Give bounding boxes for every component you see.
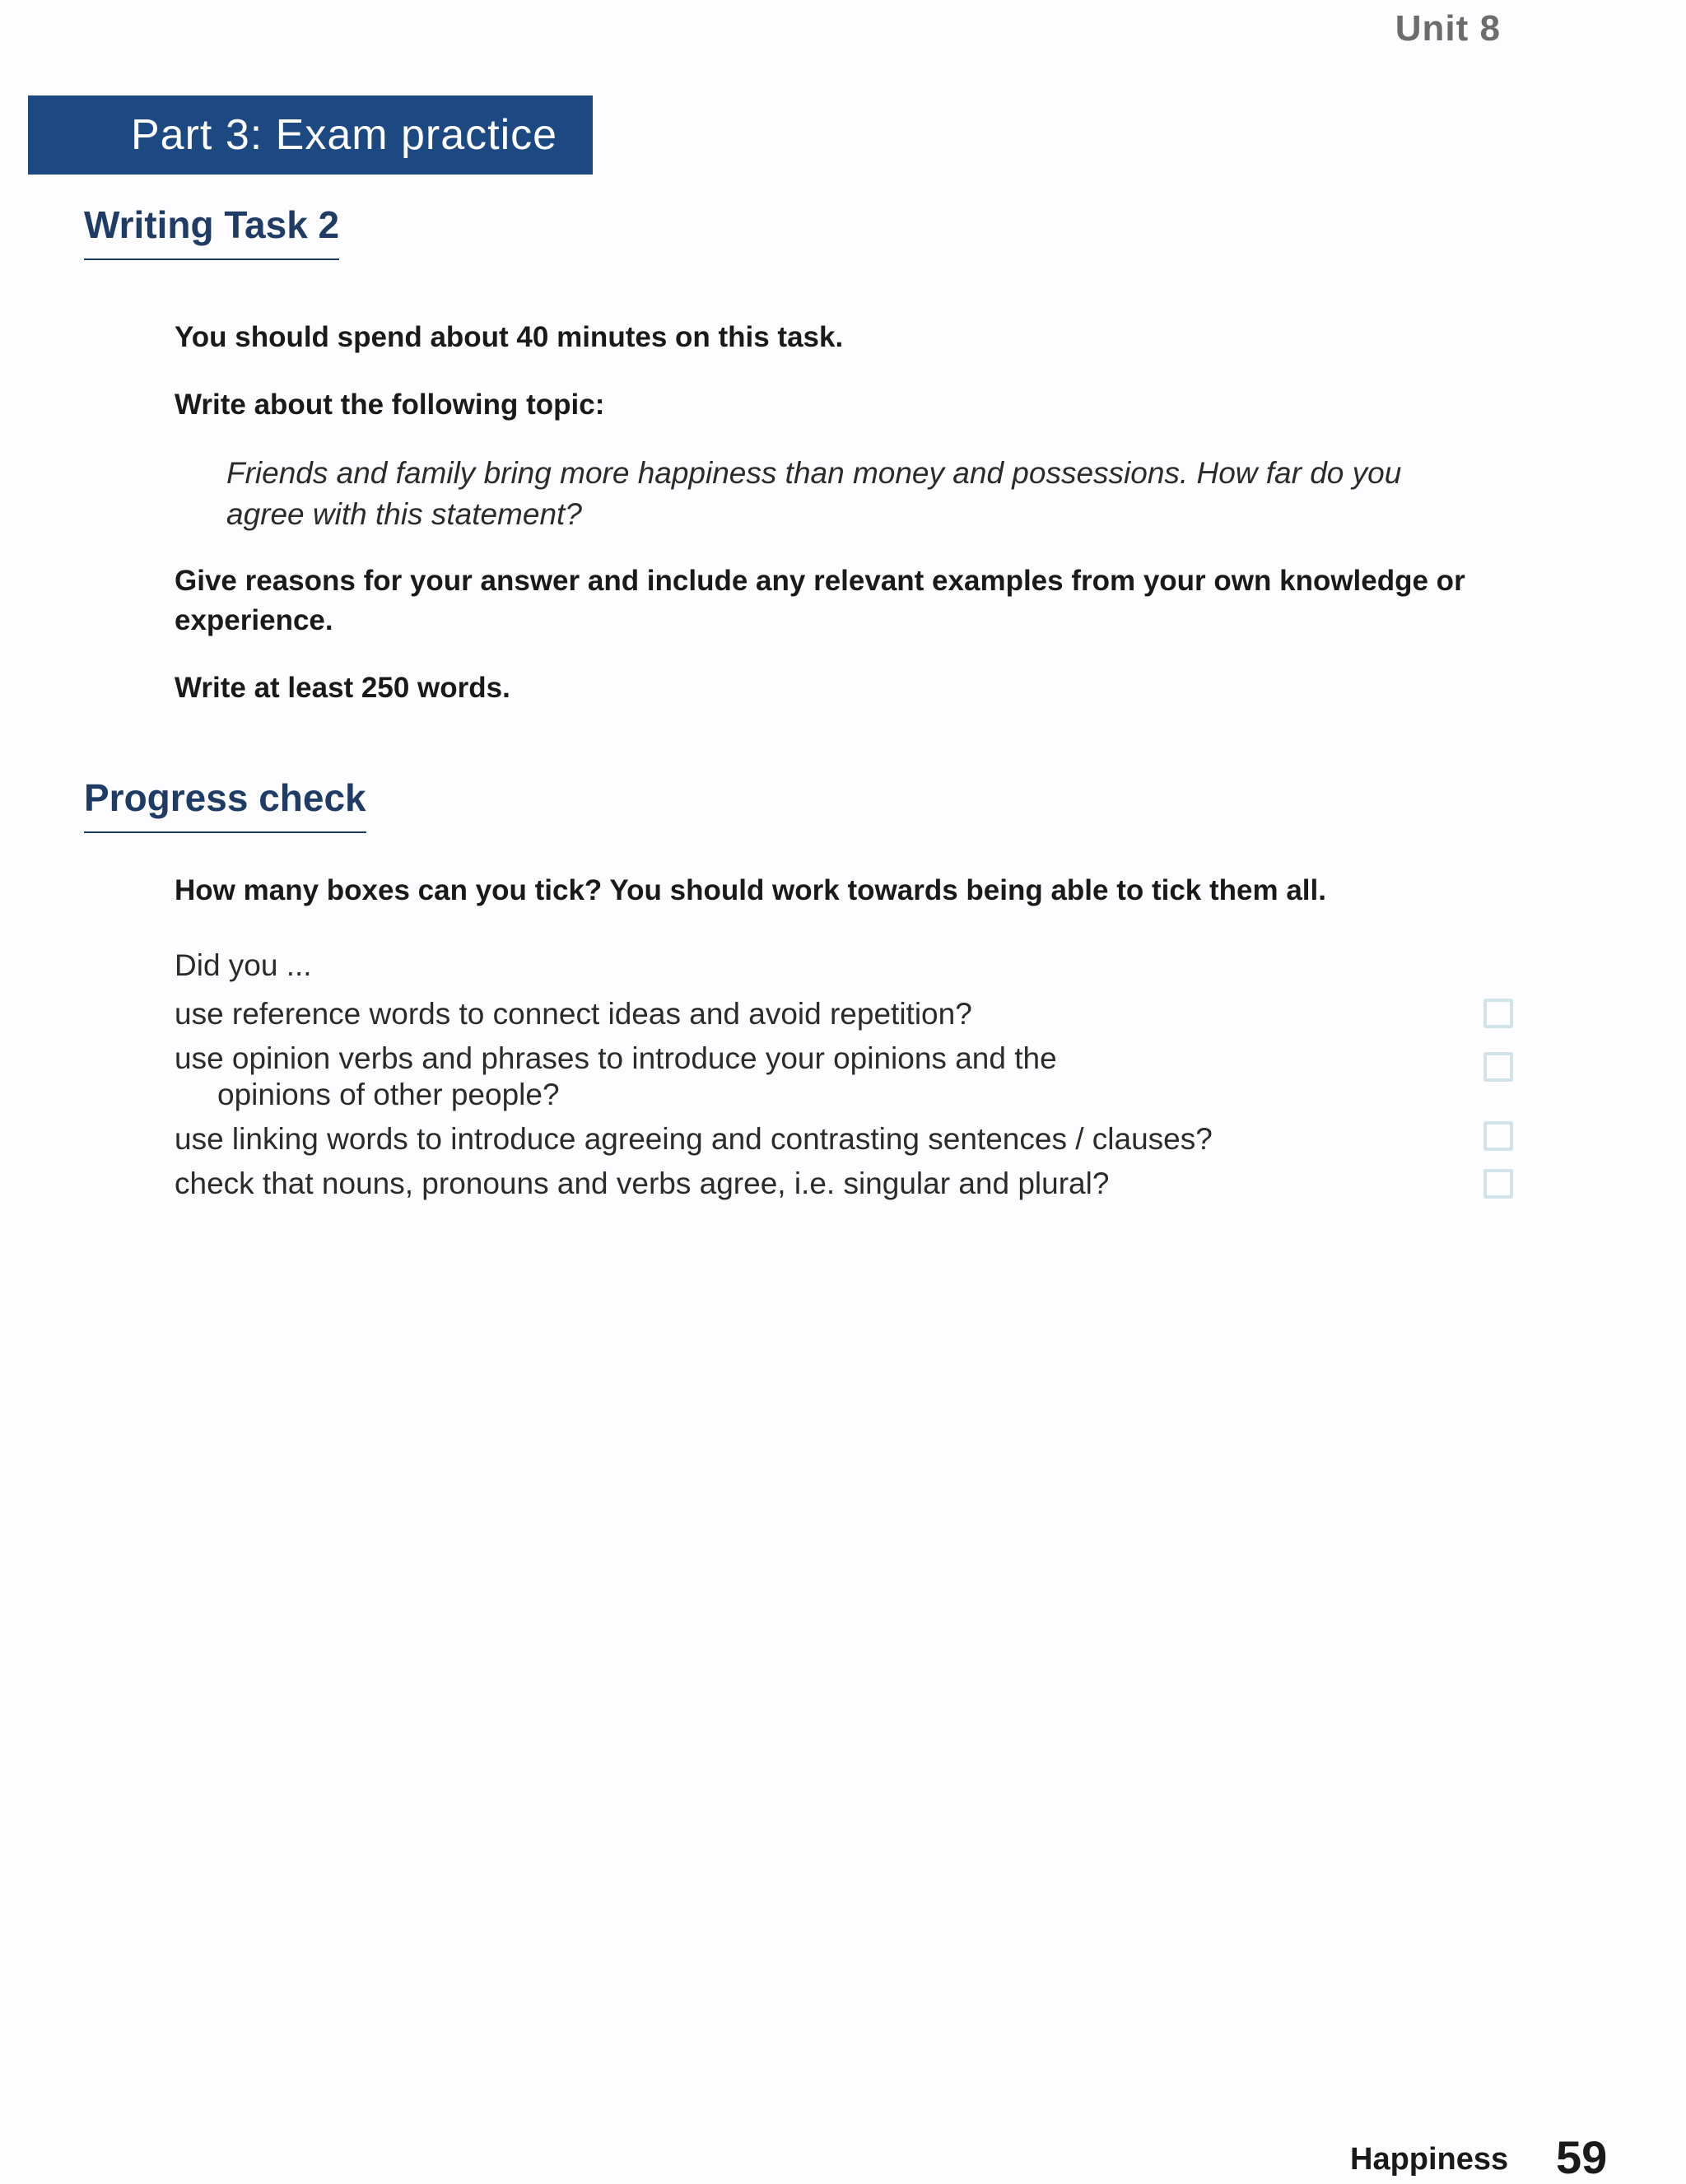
topic-intro: Write about the following topic:	[175, 389, 605, 421]
tick-checkbox[interactable]	[1483, 1052, 1513, 1082]
progress-checklist	[175, 943, 1525, 1202]
checklist-intro: Did you ...	[175, 948, 312, 982]
writing-task-heading: Writing Task 2	[84, 203, 339, 260]
unit-label: Unit 8	[1395, 8, 1501, 49]
checklist-item-text: use opinion verbs and phrases to introduce your opinions and the	[175, 1041, 1057, 1075]
part-banner	[28, 95, 593, 175]
part-title: Part 3: Exam practice	[131, 111, 558, 159]
progress-check-heading: Progress check	[84, 775, 366, 833]
checklist-item	[175, 996, 1525, 1032]
word-count-instruction: Write at least 250 words.	[175, 672, 510, 704]
time-instruction: You should spend about 40 minutes on this task.	[175, 321, 844, 353]
checklist-item-text: use linking words to introduce agreeing and contrasting sentences / clauses?	[175, 1122, 1213, 1156]
essay-topic: Friends and family bring more happiness than money and possessions. How far do you agree with this statement?	[226, 456, 1402, 531]
page-number: 59	[1556, 2131, 1608, 2183]
footer-unit-title: Happiness	[1350, 2142, 1509, 2177]
checklist-item	[175, 1041, 1525, 1113]
progress-instruction: How many boxes can you tick? You should work towards being able to tick them all.	[175, 874, 1326, 906]
checklist-item-text: check that nouns, pronouns and verbs agree, i.e. singular and plural?	[175, 1167, 1110, 1200]
checklist-item-text: use reference words to connect ideas and avoid repetition?	[175, 997, 972, 1031]
tick-checkbox[interactable]	[1483, 1169, 1513, 1199]
checklist-item	[175, 1166, 1525, 1202]
tick-checkbox[interactable]	[1483, 999, 1513, 1028]
checklist-item	[175, 1121, 1525, 1157]
checklist-item-continuation: opinions of other people?	[217, 1078, 560, 1111]
tick-checkbox[interactable]	[1483, 1121, 1513, 1151]
reasons-instruction: Give reasons for your answer and include any relevant examples from your own knowledge or experience.	[175, 565, 1465, 636]
